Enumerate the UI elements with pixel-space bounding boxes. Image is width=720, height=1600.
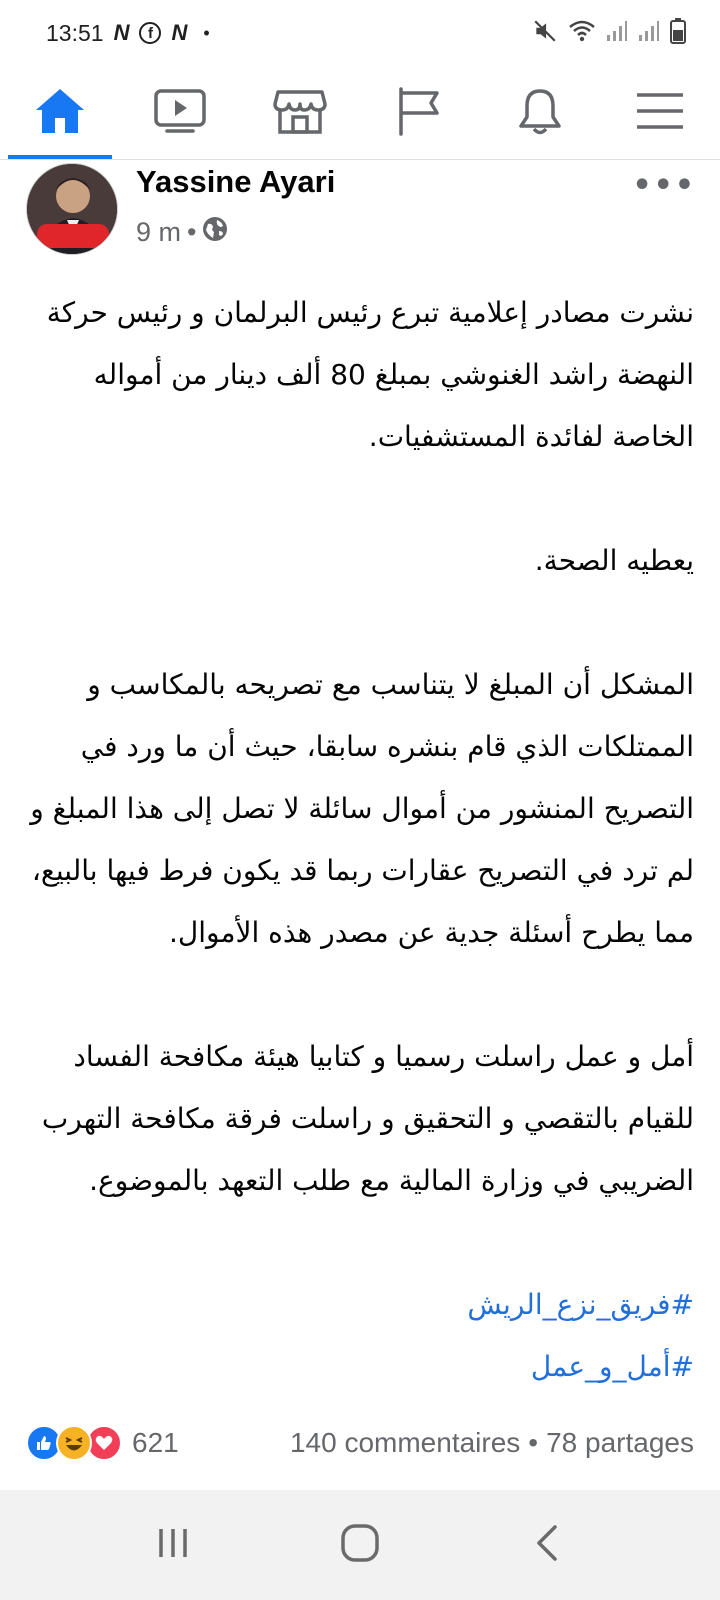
haha-reaction-icon <box>56 1425 92 1461</box>
store-icon <box>273 86 327 140</box>
android-navigation-bar <box>0 1490 720 1600</box>
engagement-stats <box>290 1427 694 1459</box>
tab-menu[interactable] <box>600 66 720 159</box>
n-notification-icon-2: N <box>171 20 188 45</box>
reactions-bar <box>26 1418 694 1468</box>
tab-marketplace[interactable] <box>240 66 360 159</box>
facebook-notification-icon: f <box>139 22 161 44</box>
home-icon <box>33 86 87 140</box>
meta-separator: • <box>187 217 197 247</box>
more-notifications-dot: • <box>203 22 210 43</box>
post-paragraph-2: يعطيه الصحة. <box>534 544 694 577</box>
top-navigation <box>0 66 720 160</box>
tab-pages[interactable] <box>360 66 480 159</box>
status-bar <box>0 0 720 66</box>
battery-icon <box>670 18 686 48</box>
n-notification-icon: N <box>113 20 130 45</box>
author-avatar[interactable] <box>26 163 118 255</box>
tab-home[interactable] <box>0 66 120 159</box>
clock: 13:51 <box>46 19 104 46</box>
engagement-separator: • <box>528 1427 539 1458</box>
hashtag-link-1[interactable]: #فريق_نزع_الريش <box>467 1288 694 1321</box>
tab-notifications[interactable] <box>480 66 600 159</box>
shares-count-link[interactable]: 78 partages <box>546 1427 694 1458</box>
hashtag-link-2[interactable]: #أمل_و_عمل <box>530 1350 694 1383</box>
hamburger-menu-icon <box>635 90 685 136</box>
reaction-icons[interactable] <box>26 1425 116 1461</box>
status-left <box>46 20 210 47</box>
home-circle-icon <box>340 1523 380 1567</box>
post-author-name[interactable]: Yassine Ayari <box>136 164 336 199</box>
flag-icon <box>395 86 445 140</box>
reaction-count[interactable]: 621 <box>132 1427 179 1458</box>
video-icon <box>153 87 207 139</box>
post-options-button[interactable]: ••• <box>632 168 696 203</box>
mute-icon <box>532 18 558 48</box>
post-meta <box>136 216 228 249</box>
post-header <box>0 160 720 260</box>
comments-count-link[interactable]: 140 commentaires <box>289 1427 521 1458</box>
post-paragraph-4: أمل و عمل راسلت رسميا و كتابيا هيئة مكافحة الفساد للقيام بالتقصي و التحقيق و راسلت فرقة مكافحة التهرب الضريبي في وزارة المالية مع طلب التعهد بالموضوع. <box>41 1040 694 1197</box>
home-button[interactable] <box>320 1505 400 1585</box>
post-paragraph-1: نشرت مصادر إعلامية تبرع رئيس البرلمان و رئيس حركة النهضة راشد الغنوشي بمبلغ 80 ألف دينار من أمواله الخاصة لفائدة المستشفيات. <box>46 296 694 453</box>
signal-icon-2 <box>638 19 660 47</box>
signal-icon <box>606 19 628 47</box>
tab-watch[interactable] <box>120 66 240 159</box>
post-paragraph-3: المشكل أن المبلغ لا يتناسب مع تصريحه بالمكاسب و الممتلكات الذي قام بنشره سابقا، حيث أن ما ورد في التصريح المنشور من أموال سائلة لا تصل إلى هذا المبلغ و لم ترد في التصريح عقارات ربما قد يكون فرط فيها بالبيع، مما يطرح أسئلة جدية عن مصدر هذه الأموال. <box>30 668 694 949</box>
globe-icon <box>202 216 228 249</box>
post-body <box>30 282 694 1398</box>
recent-apps-icon <box>155 1526 191 1564</box>
bell-icon <box>515 86 565 140</box>
back-button[interactable] <box>507 1505 587 1585</box>
post-time[interactable]: 9 m <box>136 217 182 247</box>
recent-apps-button[interactable] <box>133 1505 213 1585</box>
status-right <box>532 18 686 48</box>
back-chevron-icon <box>533 1523 561 1567</box>
wifi-icon <box>568 19 596 47</box>
post-hashtags <box>30 1274 694 1398</box>
